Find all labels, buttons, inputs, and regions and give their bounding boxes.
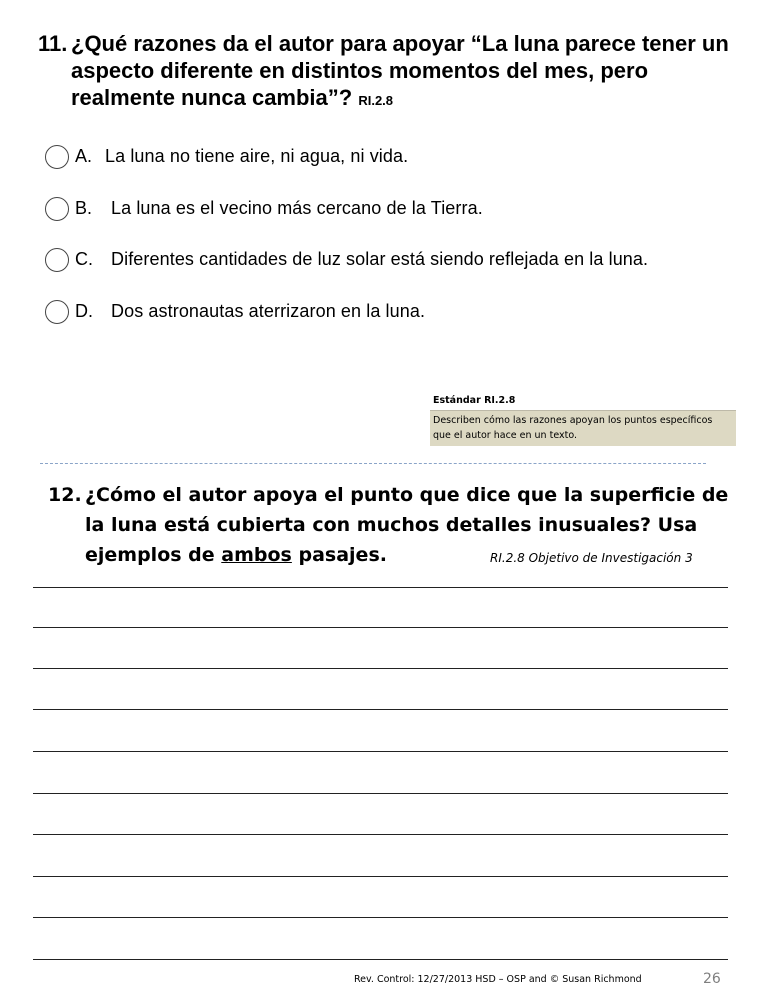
footer-rev-control: Rev. Control: 12/27/2013 HSD – OSP and © Susan Richmond — [354, 974, 642, 985]
standard-box-title: Estándar RI.2.8 — [430, 392, 736, 411]
question-11-text: ¿Qué razones da el autor para apoyar “La luna parece tener un aspecto diferente en distintos momentos del mes, pero realmente nunca cambia”? RI.2.8 — [71, 31, 729, 110]
question-12 — [48, 480, 738, 570]
answer-line[interactable] — [33, 587, 728, 588]
underlined-word: ambos — [221, 544, 292, 566]
option-a-text: La luna no tiene aire, ni agua, ni vida. — [105, 146, 409, 166]
answer-line[interactable] — [33, 834, 728, 835]
question-11 — [38, 30, 738, 114]
question-11-number: 11. — [38, 31, 68, 56]
standard-box — [430, 392, 736, 444]
option-d-text: Dos astronautas aterrizaron en la luna. — [111, 301, 426, 321]
question-12-number: 12. — [48, 484, 82, 506]
option-b-text: La luna es el vecino más cercano de la Tierra. — [111, 198, 483, 218]
answer-line[interactable] — [33, 793, 728, 794]
page-number: 26 — [703, 971, 721, 987]
option-d-letter: D. — [75, 301, 93, 321]
answer-line[interactable] — [33, 709, 728, 710]
section-divider — [40, 463, 706, 464]
option-d-bubble[interactable] — [45, 300, 69, 324]
option-b-letter: B. — [75, 198, 93, 218]
answer-line[interactable] — [33, 627, 728, 628]
option-a-letter: A. — [75, 146, 93, 166]
answer-line[interactable] — [33, 959, 728, 960]
answer-line[interactable] — [33, 668, 728, 669]
answer-line[interactable] — [33, 917, 728, 918]
option-c-bubble[interactable] — [45, 248, 69, 272]
option-c-letter: C. — [75, 249, 93, 269]
option-b-bubble[interactable] — [45, 197, 69, 221]
option-c-text: Diferentes cantidades de luz solar está siendo reflejada en la luna. — [111, 249, 649, 269]
option-a-bubble[interactable] — [45, 145, 69, 169]
question-12-text: ¿Cómo el autor apoya el punto que dice que la superficie de la luna está cubierta con muchos detalles inusuales? Usa ejemplos de ambos pasajes. — [85, 484, 729, 566]
answer-line[interactable] — [33, 751, 728, 752]
standard-box-description: Describen cómo las razones apoyan los puntos específicos que el autor hace en un texto. — [430, 411, 736, 446]
question-12-objective: RI.2.8 Objetivo de Investigación 3 — [490, 551, 693, 565]
question-11-standard: RI.2.8 — [358, 93, 394, 108]
answer-line[interactable] — [33, 876, 728, 877]
